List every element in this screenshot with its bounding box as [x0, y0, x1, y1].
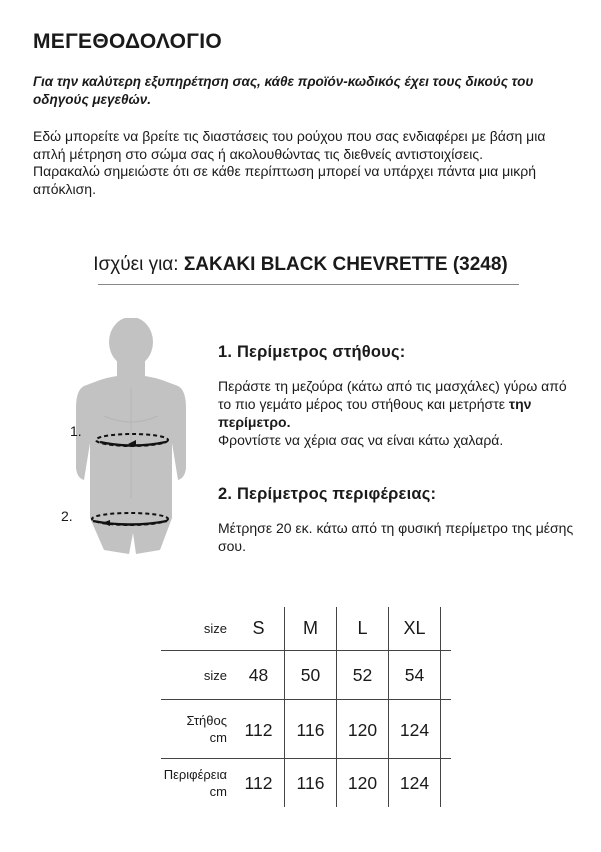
chest-measurement-text	[218, 377, 578, 449]
row-label-line-1: Στήθος	[186, 713, 227, 728]
table-cell: 48	[233, 651, 285, 700]
page-title: ΜΕΓΕΘΟΔΟΛΟΓΙΟ	[33, 30, 223, 53]
table-row	[161, 759, 451, 808]
table-edge	[441, 607, 452, 651]
row-label	[161, 759, 233, 808]
table-cell: 120	[337, 700, 389, 759]
row-label	[161, 651, 233, 700]
chest-measurement-title: 1. Περίμετρος στήθους:	[218, 343, 406, 361]
page-subtitle: Για την καλύτερη εξυπηρέτηση σας, κάθε προϊόν-κωδικός έχει τους δικούς του οδηγούς μεγεθών.	[33, 74, 534, 107]
hip-marker-label: 2.	[61, 508, 73, 524]
chest-text-part-b: Φροντίστε να χέρια σας να είναι κάτω χαλαρά.	[218, 432, 504, 448]
size-table	[161, 607, 451, 807]
table-cell: 52	[337, 651, 389, 700]
table-edge	[441, 759, 452, 808]
row-label-line-1: Περιφέρεια	[163, 767, 227, 782]
intro-paragraph-1: Εδώ μπορείτε να βρείτε τις διαστάσεις του ρούχου που σας ενδιαφέρει με βάση μια απλή μέτρηση στο σώμα σας ή ακολουθώντας τις διεθνείς αντιστοιχίσεις.	[33, 128, 546, 162]
size-table-header-row	[161, 607, 451, 651]
hip-measurement-text: Μέτρησε 20 εκ. κάτω από τη φυσική περίμετρο της μέσης σου.	[218, 520, 574, 554]
product-name: ΣΑΚΑΚΙ BLACK CHEVRETTE (3248)	[183, 254, 508, 275]
chest-text-part-a: Περάστε τη μεζούρα (κάτω από τις μασχάλες) γύρω από το πιο γεμάτο μέρος του στήθους και μετρήστε	[218, 378, 567, 412]
table-cell: 50	[285, 651, 337, 700]
table-edge	[441, 651, 452, 700]
intro-text	[33, 128, 578, 198]
body-silhouette-icon	[60, 318, 210, 563]
table-row	[161, 700, 451, 759]
header-cell: S	[252, 618, 265, 638]
hip-measurement-block	[218, 485, 578, 555]
table-edge	[441, 700, 452, 759]
row-label-line-2: cm	[209, 784, 227, 799]
header-cell: M	[285, 607, 337, 651]
row-label-line-1: size	[203, 667, 227, 683]
table-cell: 54	[389, 651, 441, 700]
table-cell: 112	[233, 759, 285, 808]
chest-measurement-block	[218, 343, 578, 449]
applies-to-heading	[0, 254, 601, 276]
table-cell: 124	[389, 700, 441, 759]
table-cell: 120	[337, 759, 389, 808]
applies-prefix: Ισχύει για:	[93, 254, 179, 275]
chest-marker-label: 1.	[70, 423, 82, 439]
chest-text-bold: την περίμετρο.	[218, 396, 532, 430]
header-cell: L	[337, 607, 389, 651]
heading-divider	[98, 284, 519, 285]
hip-measurement-title: 2. Περίμετρος περιφέρειας:	[218, 485, 437, 503]
row-label	[161, 700, 233, 759]
table-cell: 116	[285, 759, 337, 808]
intro-paragraph-2: Παρακαλώ σημειώστε ότι σε κάθε περίπτωση μπορεί να υπάρχει πάντα μια μικρή απόκλιση.	[33, 163, 537, 197]
table-cell: 116	[285, 700, 337, 759]
table-cell: 124	[389, 759, 441, 808]
table-row	[161, 651, 451, 700]
header-cell: XL	[389, 607, 441, 651]
table-cell: 112	[233, 700, 285, 759]
header-label: size	[203, 621, 227, 636]
row-label-line-2: cm	[209, 730, 227, 745]
